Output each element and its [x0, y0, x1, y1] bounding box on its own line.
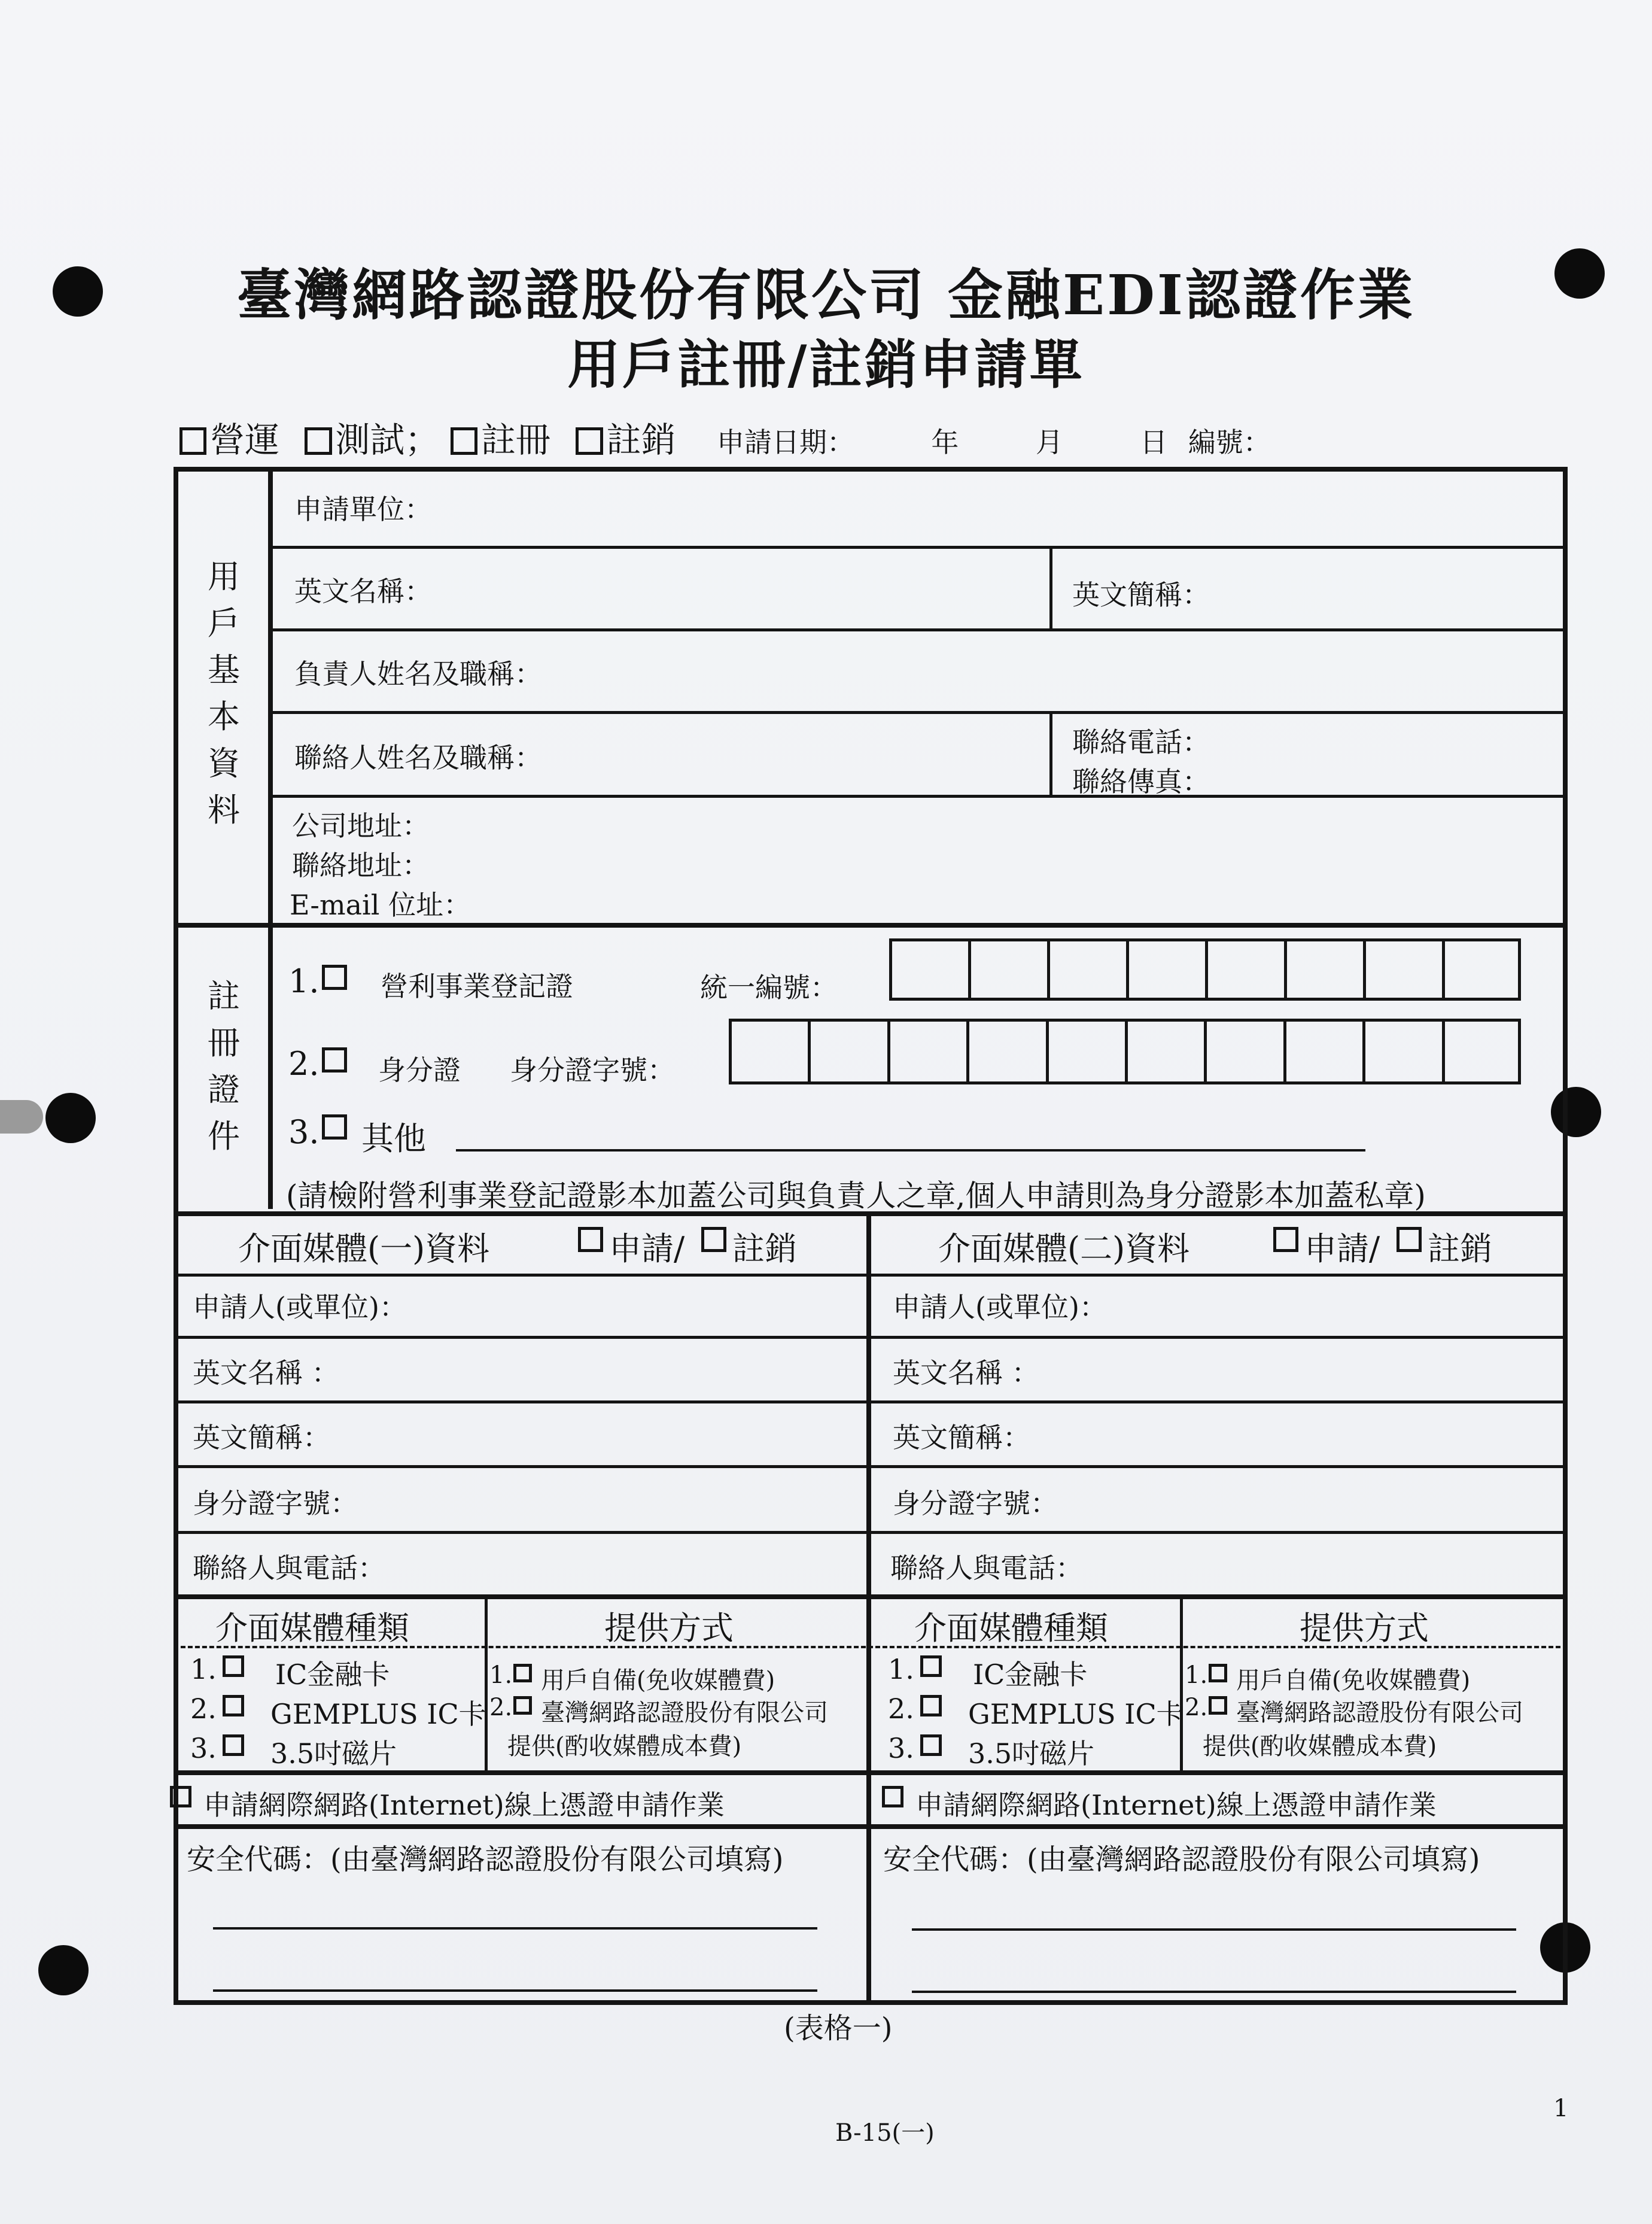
digit-box-divider [1204, 1019, 1207, 1084]
media1-apply-label: 申請/ [609, 1230, 685, 1268]
contact-person-label: 聯絡人姓名及職稱： [294, 742, 542, 774]
digit-box-divider [1046, 1019, 1049, 1084]
media1-id-no-label: 身分證字號： [193, 1487, 358, 1520]
digit-box-divider [1125, 1019, 1128, 1084]
email-label: E-mail 位址： [290, 889, 471, 921]
media2-security-label: 安全代碼：(由臺灣網路認證股份有限公司填寫) [883, 1843, 1480, 1876]
media2-apply-label: 申請/ [1304, 1230, 1380, 1268]
media2-internet-label: 申請網際網路(Internet)線上憑證申請作業 [915, 1789, 1437, 1821]
test-label: 測試； [335, 420, 440, 460]
media2-applicant-label: 申請人(或單位)： [893, 1291, 1107, 1323]
register-checkbox[interactable] [451, 427, 477, 454]
user-info-section-label: 用戶基本資料 [208, 558, 240, 829]
paper-tear [0, 1100, 43, 1134]
media2-type3-label: 3.5吋磁片 [968, 1737, 1095, 1770]
punch-hole-bottom-left [38, 1945, 89, 1995]
header-options [180, 412, 1271, 462]
other-underline [456, 1149, 1365, 1152]
digit-box-divider [1126, 938, 1129, 1001]
media1-type2-label: GEMPLUS IC卡 [270, 1698, 486, 1730]
media2-english-abbr-label: 英文簡稱： [893, 1421, 1030, 1454]
media1-applicant-label: 申請人(或單位)： [193, 1291, 407, 1323]
media1-supply2-checkbox[interactable] [513, 1696, 532, 1715]
responsible-label: 負責人姓名及職稱： [294, 658, 542, 690]
media2-type2-checkbox[interactable] [920, 1695, 942, 1716]
registration-section-label: 註冊證件 [208, 977, 240, 1155]
digit-box-divider [808, 1019, 811, 1084]
media2-supply2-checkbox[interactable] [1209, 1696, 1227, 1715]
digit-box-divider [887, 1019, 890, 1084]
media2-type1-checkbox[interactable] [920, 1655, 942, 1677]
media2-supply2b-label: 提供(酌收媒體成本費) [1203, 1733, 1437, 1760]
serial-label: 編號： [1188, 426, 1271, 458]
business-cert-checkbox[interactable] [322, 965, 347, 990]
media2-cancel-checkbox[interactable] [1397, 1227, 1422, 1252]
media1-type-header: 介面媒體種類 [215, 1609, 409, 1647]
media1-type1-num: 1. [190, 1653, 217, 1685]
media1-heading: 介面媒體(一)資料 [238, 1230, 490, 1268]
media1-contact-label: 聯絡人與電話： [193, 1552, 385, 1584]
media1-supply1-checkbox[interactable] [513, 1664, 532, 1682]
registration-note: (請檢附營利事業登記證影本加蓋公司與負責人之章,個人申請則為身分證影本加蓋私章) [286, 1178, 1426, 1213]
date-month: 月 [1035, 426, 1063, 458]
date-day: 日 [1140, 426, 1168, 458]
page-code: B-15(一) [835, 2119, 935, 2147]
applicant-unit-label: 申請單位： [294, 493, 432, 525]
english-abbr-label: 英文簡稱： [1072, 579, 1210, 611]
media1-english-abbr-label: 英文簡稱： [193, 1421, 330, 1454]
digit-box-divider [1442, 1019, 1445, 1084]
date-year: 年 [931, 426, 959, 458]
media1-type3-num: 3. [190, 1732, 217, 1764]
media1-type2-checkbox[interactable] [223, 1695, 244, 1716]
media1-security-label: 安全代碼：(由臺灣網路認證股份有限公司填寫) [187, 1843, 784, 1876]
media1-supply2-label: 臺灣網路認證股份有限公司 [541, 1699, 828, 1727]
form-subtitle: 用戶註冊/註銷申請單 [567, 333, 1085, 396]
media1-type2-num: 2. [190, 1693, 217, 1725]
media2-type3-num: 3. [888, 1732, 914, 1764]
digit-box-divider [1362, 1019, 1365, 1084]
media1-supply2b-label: 提供(酌收媒體成本費) [507, 1733, 742, 1760]
media1-cancel-label: 註銷 [732, 1230, 797, 1268]
media2-cancel-label: 註銷 [1428, 1230, 1492, 1268]
media2-internet-checkbox[interactable] [882, 1786, 903, 1807]
media1-security-line2 [213, 1989, 817, 1992]
media2-security-line1 [912, 1928, 1516, 1931]
media2-supply2-label: 臺灣網路認證股份有限公司 [1236, 1699, 1523, 1727]
digit-box-divider [1283, 1019, 1286, 1084]
media2-type2-label: GEMPLUS IC卡 [968, 1698, 1184, 1730]
date-label: 申請日期： [716, 426, 854, 458]
digit-box-divider [1363, 938, 1366, 1001]
media1-supply2-num: 2. [489, 1694, 513, 1721]
media2-security-line2 [912, 1991, 1516, 1993]
media2-supply1-label: 用戶自備(免收媒體費) [1236, 1667, 1471, 1694]
media1-type1-label: IC金融卡 [275, 1658, 390, 1691]
english-name-label: 英文名稱： [294, 575, 432, 607]
digit-box-divider [966, 1019, 969, 1084]
media1-type3-label: 3.5吋磁片 [270, 1737, 397, 1770]
contact-fax-label: 聯絡傳真： [1072, 765, 1210, 798]
media1-cancel-checkbox[interactable] [701, 1227, 726, 1252]
media2-supply2-num: 2. [1185, 1694, 1208, 1721]
reg-item2-num: 2. [288, 1045, 320, 1083]
media2-type1-label: IC金融卡 [973, 1658, 1088, 1691]
other-label: 其他 [361, 1120, 426, 1157]
media1-type3-checkbox[interactable] [223, 1734, 244, 1756]
cancel-checkbox[interactable] [576, 427, 603, 454]
media1-security-line1 [213, 1927, 817, 1930]
media1-english-name-label: 英文名稱 ： [193, 1357, 339, 1389]
digit-box-divider [968, 938, 971, 1001]
cancel-label: 註銷 [606, 420, 676, 460]
media2-apply-checkbox[interactable] [1273, 1227, 1298, 1252]
media2-type-header: 介面媒體種類 [914, 1609, 1108, 1647]
id-no-label: 身分證字號： [510, 1054, 675, 1086]
table-label: (表格一) [784, 2012, 893, 2045]
media1-supply1-num: 1. [489, 1661, 513, 1689]
live-checkbox[interactable] [180, 427, 206, 454]
company-address-label: 公司地址： [292, 810, 430, 842]
digit-box-divider [1047, 938, 1050, 1001]
media1-supply-header: 提供方式 [604, 1609, 734, 1647]
media2-english-name-label: 英文名稱 ： [893, 1357, 1039, 1389]
media2-id-no-label: 身分證字號： [893, 1487, 1058, 1520]
register-label: 註冊 [481, 420, 551, 460]
page-number: 1 [1553, 2095, 1569, 2122]
media2-contact-label: 聯絡人與電話： [890, 1552, 1083, 1584]
media1-supply1-label: 用戶自備(免收媒體費) [541, 1667, 775, 1694]
media2-heading: 介面媒體(二)資料 [938, 1230, 1190, 1268]
media2-supply1-checkbox[interactable] [1209, 1664, 1227, 1682]
media2-type2-num: 2. [888, 1693, 914, 1725]
digit-box-divider [1442, 938, 1445, 1001]
media1-type1-checkbox[interactable] [223, 1655, 244, 1677]
digit-box-divider [1205, 938, 1208, 1001]
reg-item1-num: 1. [288, 962, 320, 1000]
live-label: 營運 [210, 420, 280, 460]
other-checkbox[interactable] [322, 1114, 347, 1140]
id-card-label: 身分證 [378, 1054, 461, 1086]
business-cert-label: 營利事業登記證 [381, 970, 573, 1002]
media1-internet-label: 申請網際網路(Internet)線上憑證申請作業 [203, 1789, 725, 1821]
reg-item3-num: 3. [288, 1113, 320, 1151]
id-card-checkbox[interactable] [322, 1047, 347, 1072]
form-title: 臺灣網路認證股份有限公司 金融EDI認證作業 [237, 263, 1415, 327]
punch-hole-mid-left [45, 1093, 96, 1143]
media2-supply1-num: 1. [1185, 1661, 1208, 1689]
contact-phone-label: 聯絡電話： [1072, 726, 1210, 758]
media2-type1-num: 1. [888, 1653, 914, 1685]
media1-apply-checkbox[interactable] [578, 1227, 603, 1252]
media2-supply-header: 提供方式 [1300, 1609, 1429, 1647]
test-checkbox[interactable] [305, 427, 331, 454]
contact-address-label: 聯絡地址： [292, 849, 430, 882]
digit-box-divider [1284, 938, 1287, 1001]
uniform-no-label: 統一編號： [700, 971, 838, 1004]
media2-type3-checkbox[interactable] [920, 1734, 942, 1756]
media1-internet-checkbox[interactable] [170, 1786, 191, 1807]
